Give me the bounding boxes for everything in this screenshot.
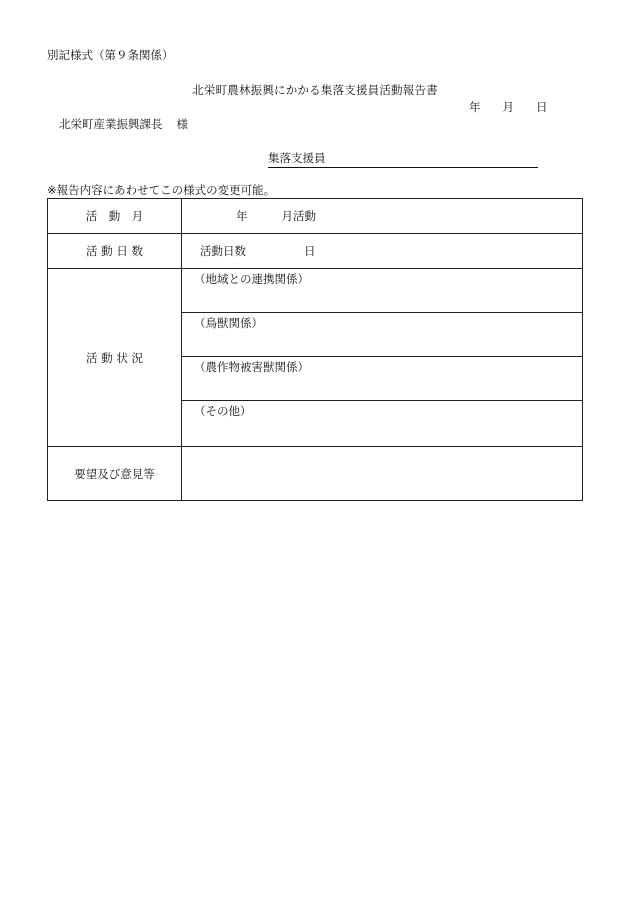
row-activity-days (48, 234, 583, 269)
form-label: 別記様式（第９条関係） (47, 48, 174, 62)
date-month: 月 (502, 100, 514, 114)
date-line (469, 99, 548, 115)
status-item-community-label: （地域との連携関係） (194, 272, 309, 286)
requests-label: 要望及び意見等 (48, 447, 182, 501)
status-item-crop-damage-label: （農作物被害獣関係） (194, 360, 309, 374)
activity-days-unit: 日 (304, 244, 316, 258)
activity-status-cell (182, 269, 583, 447)
activity-status-label: 活 動 状 況 (48, 269, 182, 447)
activity-days-text: 活動日数 (200, 244, 246, 258)
row-requests (48, 447, 583, 501)
activity-days-value[interactable] (182, 234, 583, 269)
activity-report-table (47, 198, 583, 501)
addressee (59, 116, 188, 132)
activity-days-label: 活 動 日 数 (48, 234, 182, 269)
status-item-other-label: （その他） (194, 404, 252, 418)
date-day: 日 (536, 100, 548, 114)
activity-month-year: 年 (236, 209, 248, 223)
requests-value[interactable] (182, 447, 583, 501)
supporter-label: 集落支援員 (268, 151, 326, 165)
status-item-other[interactable] (182, 401, 582, 446)
note: ※報告内容にあわせてこの様式の変更可能。 (47, 183, 276, 197)
status-item-community[interactable] (182, 269, 582, 313)
row-activity-month (48, 199, 583, 234)
status-item-wildlife[interactable] (182, 313, 582, 357)
status-item-crop-damage[interactable] (182, 357, 582, 401)
date-year: 年 (469, 100, 481, 114)
addressee-honorific: 様 (176, 117, 188, 131)
row-activity-status (48, 269, 583, 447)
supporter-signature-line[interactable] (268, 150, 538, 168)
activity-month-suffix: 月活動 (281, 209, 316, 223)
addressee-name: 北栄町産業振興課長 (59, 117, 163, 131)
activity-month-value[interactable] (182, 199, 583, 234)
activity-month-label: 活 動 月 (48, 199, 182, 234)
status-item-wildlife-label: （鳥獣関係） (194, 316, 263, 330)
document-title: 北栄町農林振興にかかる集落支援員活動報告書 (192, 83, 438, 97)
